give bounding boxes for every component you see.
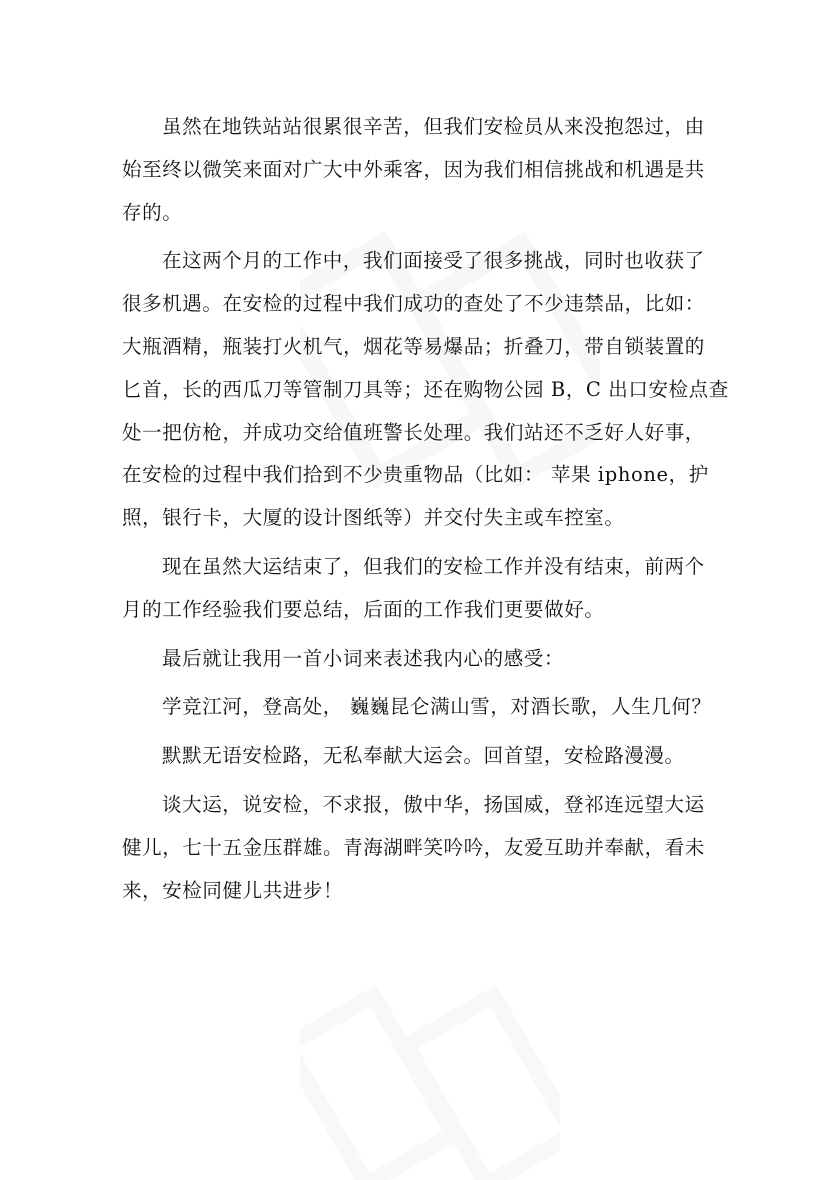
text-line: 月的工作经验我们要总结，后面的工作我们更要做好。	[122, 597, 605, 621]
text-line: 大瓶酒精，瓶装打火机气，烟花等易爆品；折叠刀，带自锁装置的	[122, 334, 705, 358]
text-line: 虽然在地铁站站很累很辛苦，但我们安检员从来没抱怨过，由	[162, 115, 705, 138]
document-body	[122, 106, 729, 912]
text-line: 默默无语安检路，无私奉献大运会。回首望，安检路漫漫。	[162, 744, 685, 768]
paragraph	[122, 546, 705, 632]
text-line: 最后就让我用一首小词来表述我内心的感受：	[162, 646, 565, 670]
text-line: 始至终以微笑来面对广大中外乘客，因为我们相信挑战和机遇是共	[122, 157, 705, 181]
text-line: 谈大运，说安检，不求报，傲中华，扬国威，登祁连远望大运	[162, 792, 705, 816]
paragraph	[122, 106, 705, 234]
text-line: 匕首，长的西瓜刀等管制刀具等；还在购物公园 B，C 出口安检点查	[122, 377, 729, 401]
text-line: 存的。	[122, 200, 183, 224]
text-line: 学竞江河，登高处， 巍巍昆仑满山雪，对酒长歌，人生几何？	[162, 695, 712, 719]
text-line: 来，安检同健儿共进步！	[122, 878, 344, 902]
paragraph	[122, 784, 705, 912]
text-line: 很多机遇。在安检的过程中我们成功的查处了不少违禁品，比如：	[122, 292, 705, 316]
text-line: 健儿，七十五金压群雄。青海湖畔笑吟吟，友爱互助并奉献，看未	[122, 835, 705, 859]
poem-line	[122, 686, 712, 729]
paragraph	[122, 240, 729, 540]
text-line: 在安检的过程中我们拾到不少贵重物品（比如： 苹果 iphone，护	[122, 463, 709, 487]
paragraph	[122, 638, 702, 681]
text-line: 处一把仿枪，并成功交给值班警长处理。我们站还不乏好人好事，	[122, 420, 705, 444]
text-line: 现在虽然大运结束了，但我们的安检工作并没有结束，前两个	[162, 554, 705, 578]
text-line: 照，银行卡，大厦的设计图纸等）并交付失主或车控室。	[122, 506, 625, 530]
text-line: 在这两个月的工作中，我们面接受了很多挑战，同时也收获了	[162, 249, 705, 273]
poem-line	[122, 735, 702, 778]
watermark-logo-bottom	[300, 980, 560, 1180]
